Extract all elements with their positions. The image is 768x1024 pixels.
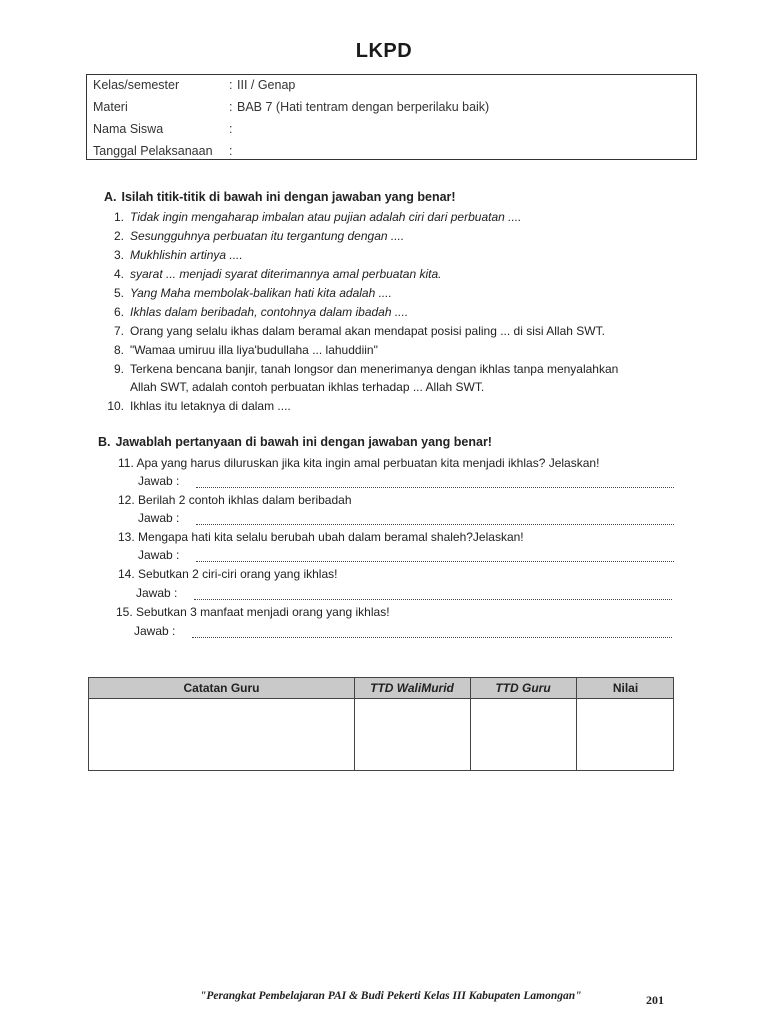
item-number: 1. <box>113 210 124 224</box>
identity-box <box>86 74 697 160</box>
item-text: Sesungguhnya perbuatan itu tergantung dengan .... <box>130 229 405 243</box>
identity-label: Tanggal Pelaksanaan <box>93 144 213 158</box>
section-heading-text: Isilah titik-titik di bawah ini dengan jawaban yang benar! <box>121 190 456 204</box>
identity-label: Nama Siswa <box>93 122 164 136</box>
fill-item-4 <box>102 267 441 281</box>
item-text: Allah SWT, adalah contoh perbuatan ikhlas terhadap ... Allah SWT. <box>130 380 485 394</box>
section-heading-text: Jawablah pertanyaan di bawah ini dengan jawaban yang benar! <box>115 435 492 449</box>
section-letter: B. <box>98 435 111 449</box>
answer-line-12[interactable] <box>138 511 674 525</box>
question-number: 12. <box>118 493 135 507</box>
student-name-field[interactable] <box>237 122 683 142</box>
item-number: 7. <box>113 324 124 338</box>
item-number: 6. <box>113 305 124 319</box>
identity-row-material <box>93 100 683 120</box>
item-text: syarat ... menjadi syarat diterimannya amal perbuatan kita. <box>130 267 442 281</box>
answer-line-14[interactable] <box>136 586 672 600</box>
answer-dotted-line[interactable] <box>196 549 674 562</box>
answer-label: Jawab : <box>138 474 180 488</box>
item-text: Mukhlishin artinya .... <box>130 248 243 262</box>
item-number: 2. <box>113 229 124 243</box>
colon: : <box>229 78 233 92</box>
answer-label: Jawab : <box>134 624 176 638</box>
answer-dotted-line[interactable] <box>196 475 674 488</box>
fill-item-5 <box>102 286 392 300</box>
question-15 <box>116 605 390 619</box>
question-12 <box>118 493 352 507</box>
question-text: Sebutkan 3 manfaat menjadi orang yang ikhlas! <box>136 605 390 619</box>
footer-text: "Perangkat Pembelajaran PAI & Budi Pekerti Kelas III Kabupaten Lamongan" <box>200 990 582 1002</box>
question-text: Apa yang harus diluruskan jika kita ingin amal perbuatan kita menjadi ikhlas? Jelaskan! <box>136 456 600 470</box>
question-14 <box>118 567 337 581</box>
item-number: 4. <box>113 267 124 281</box>
fill-item-8 <box>102 343 378 357</box>
answer-line-13[interactable] <box>138 548 674 562</box>
column-divider <box>470 678 471 770</box>
header-teacher-signature: TTD Guru <box>495 681 551 695</box>
fill-item-7 <box>102 324 605 338</box>
identity-label: Materi <box>93 100 128 114</box>
fill-item-3 <box>102 248 243 262</box>
item-text: Orang yang selalu ikhas dalam beramal akan mendapat posisi paling ... di sisi Allah SWT. <box>130 324 605 338</box>
item-text: Tidak ingin mengaharap imbalan atau pujian adalah ciri dari perbuatan .... <box>130 210 522 224</box>
identity-row-date <box>93 144 683 164</box>
answer-dotted-line[interactable] <box>194 587 672 600</box>
fill-item-10 <box>102 399 291 413</box>
column-divider <box>354 678 355 770</box>
colon: : <box>229 144 233 158</box>
identity-value: BAB 7 (Hati tentram dengan berperilaku baik) <box>237 100 490 114</box>
section-letter: A. <box>104 190 117 204</box>
answer-line-15[interactable] <box>134 624 672 638</box>
fill-item-9 <box>102 362 618 376</box>
answer-line-11[interactable] <box>138 474 674 488</box>
question-text: Sebutkan 2 ciri-ciri orang yang ikhlas! <box>138 567 338 581</box>
page-number: 201 <box>646 993 664 1007</box>
fill-item-1 <box>102 210 521 224</box>
item-number: 8. <box>113 343 124 357</box>
question-text: Mengapa hati kita selalu berubah ubah dalam beramal shaleh?Jelaskan! <box>138 530 524 544</box>
colon: : <box>229 100 233 114</box>
answer-dotted-line[interactable] <box>192 625 672 638</box>
identity-row-student-name <box>93 122 683 142</box>
question-number: 11. <box>118 456 134 470</box>
answer-label: Jawab : <box>138 511 180 525</box>
answer-label: Jawab : <box>138 548 180 562</box>
item-number: 5. <box>113 286 124 300</box>
question-11 <box>118 456 599 470</box>
section-a-heading <box>104 190 456 204</box>
item-number: 10. <box>107 399 124 413</box>
grading-table <box>88 677 674 771</box>
colon: : <box>229 122 233 136</box>
item-text: Yang Maha membolak-balikan hati kita adalah .... <box>130 286 392 300</box>
question-13 <box>118 530 524 544</box>
item-number: 9. <box>113 362 124 376</box>
answer-dotted-line[interactable] <box>196 512 674 525</box>
question-number: 13. <box>118 530 135 544</box>
date-field[interactable] <box>237 144 683 164</box>
answer-label: Jawab : <box>136 586 178 600</box>
header-score: Nilai <box>612 681 639 695</box>
fill-item-2 <box>102 229 404 243</box>
fill-item-9-continued <box>102 380 484 394</box>
column-divider <box>576 678 577 770</box>
identity-row-class <box>93 78 683 98</box>
question-text: Berilah 2 contoh ikhlas dalam beribadah <box>138 493 352 507</box>
page-title: LKPD <box>355 40 413 62</box>
header-parent-signature: TTD WaliMurid <box>370 681 454 695</box>
item-number: 3. <box>113 248 124 262</box>
identity-value: III / Genap <box>237 78 296 92</box>
item-text: Terkena bencana banjir, tanah longsor dan menerimanya dengan ikhlas tanpa menyalahkan <box>130 362 619 376</box>
item-text: "Wamaa umiruu illa liya'budullaha ... lahuddiin" <box>130 343 378 357</box>
fill-item-6 <box>102 305 408 319</box>
item-text: Ikhlas dalam beribadah, contohnya dalam ibadah .... <box>130 305 409 319</box>
item-text: Ikhlas itu letaknya di dalam .... <box>130 399 291 413</box>
question-number: 14. <box>118 567 135 581</box>
section-b-heading <box>98 435 492 449</box>
question-number: 15. <box>116 605 133 619</box>
identity-label: Kelas/semester <box>93 78 180 92</box>
header-teacher-notes: Catatan Guru <box>183 681 260 695</box>
